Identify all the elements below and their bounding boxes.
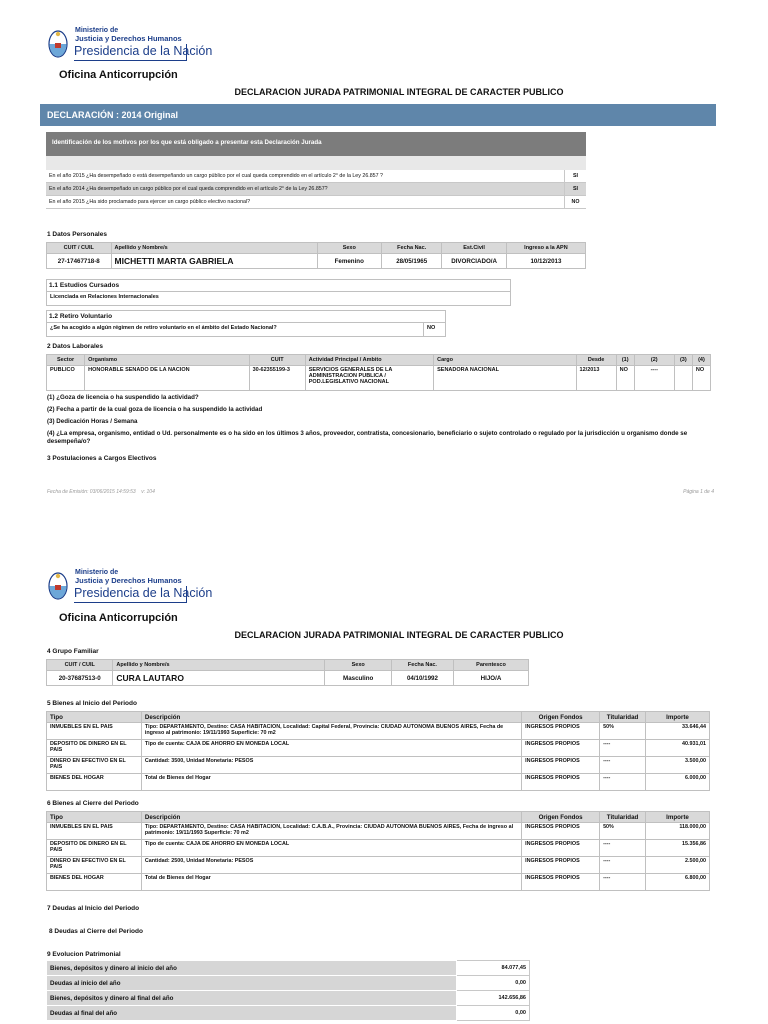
col-titularidad: Titularidad (600, 812, 646, 823)
cuit-value: 27-17467718-8 (47, 254, 112, 269)
titularidad-cell: ---- (600, 840, 646, 857)
col-origen: Origen Fondos (522, 712, 600, 723)
personales-table (46, 242, 586, 269)
motivo-row (46, 170, 586, 183)
tipo-cell: INMUEBLES EN EL PAIS (47, 823, 142, 840)
col-descripcion: Descripción (141, 712, 521, 723)
bienes-inicio-table (46, 711, 710, 791)
retiro-title: 1.2 Retiro Voluntario (47, 311, 445, 323)
table-row (47, 961, 530, 976)
importe-cell: 3.500,00 (646, 757, 710, 774)
col-fecha: Fecha Nac. (382, 243, 442, 254)
note-2: (2) Fecha a partir de la cual goza de licencia o ha suspendido la actividad (47, 406, 263, 413)
titularidad-cell: ---- (600, 757, 646, 774)
evolucion-value: 0,00 (457, 1006, 530, 1021)
col1-value: NO (616, 366, 634, 391)
titularidad-cell: 50% (600, 823, 646, 840)
estudios-value: Licenciada en Relaciones Internacionales (50, 294, 159, 300)
col-importe: Importe (646, 712, 710, 723)
motivo-answer: NO (564, 196, 586, 208)
estudios-title: 1.1 Estudios Cursados (47, 280, 510, 292)
motivo-answer: SI (564, 170, 586, 182)
descripcion-cell: Tipo de cuenta: CAJA DE AHORRO EN MONEDA LOCAL (141, 740, 521, 757)
evolucion-value: 0,00 (457, 976, 530, 991)
ingreso-value: 10/12/2013 (506, 254, 585, 269)
origen-cell: INGRESOS PROPIOS (522, 757, 600, 774)
descripcion-cell: Total de Bienes del Hogar (141, 774, 521, 791)
titularidad-cell: ---- (600, 740, 646, 757)
importe-cell: 15.356,86 (646, 840, 710, 857)
col-cuit: CUIT (249, 355, 305, 366)
origen-cell: INGRESOS PROPIOS (522, 874, 600, 891)
retiro-row (47, 323, 445, 336)
col-titularidad: Titularidad (600, 712, 646, 723)
col-organismo: Organismo (85, 355, 249, 366)
logo-rule-vertical (186, 586, 187, 603)
tipo-cell: DEPOSITO DE DINERO EN EL PAIS (47, 840, 142, 857)
col-3: (3) (674, 355, 692, 366)
origen-cell: INGRESOS PROPIOS (522, 740, 600, 757)
logo-justicia: Justicia y Derechos Humanos (75, 576, 182, 585)
evolucion-label: Bienes, depósitos y dinero al final del año (47, 991, 457, 1006)
office-name: Oficina Anticorrupción (59, 612, 178, 624)
parentesco-value: HIJO/A (454, 671, 529, 686)
estudios-box (46, 279, 511, 306)
motivo-question: En el año 2014 ¿Ha desempeñado un cargo público por el cual queda comprendido en el artículo 2° de la Ley 26.857? (49, 186, 328, 192)
logo-justicia: Justicia y Derechos Humanos (75, 34, 182, 43)
section-title-deudas-cierre: 8 Deudas al Cierre del Periodo (49, 928, 143, 935)
fecha-value: 04/10/1992 (391, 671, 453, 686)
col-2: (2) (634, 355, 674, 366)
tipo-cell: INMUEBLES EN EL PAIS (47, 723, 142, 740)
col-cargo: Cargo (434, 355, 576, 366)
logo-ministerio: Ministerio de (75, 569, 119, 576)
table-row (47, 823, 710, 840)
section-title-postulaciones: 3 Postulaciones a Cargos Electivos (47, 455, 157, 462)
importe-cell: 118.000,00 (646, 823, 710, 840)
col-tipo: Tipo (47, 712, 142, 723)
col-ingreso: Ingreso a la APN (506, 243, 585, 254)
tipo-cell: DINERO EN EFECTIVO EN EL PAIS (47, 757, 142, 774)
laborales-table (46, 354, 711, 391)
evolucion-value: 84.077,45 (457, 961, 530, 976)
logo-rule (74, 60, 186, 61)
titularidad-cell: 50% (600, 723, 646, 740)
importe-cell: 6.000,00 (646, 774, 710, 791)
argentina-shield-icon (48, 571, 68, 601)
tipo-cell: BIENES DEL HOGAR (47, 774, 142, 791)
origen-cell: INGRESOS PROPIOS (522, 840, 600, 857)
familiar-table (46, 659, 529, 686)
footer-pagina: Página 1 de 4 (683, 489, 714, 495)
document-title: DECLARACION JURADA PATRIMONIAL INTEGRAL DE CARACTER PUBLICO (234, 630, 564, 640)
table-row (47, 740, 710, 757)
argentina-shield-icon (48, 29, 68, 59)
retiro-question: ¿Se ha acogido a algún régimen de retiro voluntario en el ámbito del Estado Nacional? (50, 325, 277, 331)
descripcion-cell: Tipo: DEPARTAMENTO, Destino: CASA HABITACION, Localidad: C.A.B.A., Provincia: CIUDAD AUTONOMA BUENOS AIRES, Fecha de ingreso al patrimonio: 19/11/1993 Superficie: 70 m2 (141, 823, 521, 840)
descripcion-cell: Cantidad: 3500, Unidad Monetaria: PESOS (141, 757, 521, 774)
fecha-value: 28/05/1965 (382, 254, 442, 269)
col-cuit: CUIT / CUIL (47, 243, 112, 254)
col-sexo: Sexo (317, 243, 382, 254)
descripcion-cell: Tipo de cuenta: CAJA DE AHORRO EN MONEDA LOCAL (141, 840, 521, 857)
table-row (47, 723, 710, 740)
declaracion-bar: DECLARACIÓN : 2014 Original (40, 104, 716, 126)
evolucion-label: Deudas al inicio del año (47, 976, 457, 991)
origen-cell: INGRESOS PROPIOS (522, 857, 600, 874)
retiro-answer: NO (423, 323, 445, 336)
table-row (47, 840, 710, 857)
sexo-value: Femenino (317, 254, 382, 269)
evolucion-table (46, 960, 530, 1021)
logo-rule (74, 602, 186, 603)
cargo-value: SENADORA NACIONAL (434, 366, 576, 391)
col-sexo: Sexo (325, 660, 391, 671)
note-3: (3) Dedicación Horas / Semana (47, 418, 138, 425)
logo-presidencia: Presidencia de la Nación (74, 586, 213, 600)
col3-value (674, 366, 692, 391)
col-nombre: Apellido y Nombre/s (113, 660, 325, 671)
section-title-laborales: 2 Datos Laborales (47, 343, 103, 350)
descripcion-cell: Cantidad: 2500, Unidad Monetaria: PESOS (141, 857, 521, 874)
col-4: (4) (692, 355, 710, 366)
col-origen: Origen Fondos (522, 812, 600, 823)
col-desde: Desde (576, 355, 616, 366)
importe-cell: 40.931,01 (646, 740, 710, 757)
table-row (47, 1006, 530, 1021)
motivo-answer: SI (564, 183, 586, 195)
col-fecha: Fecha Nac. (391, 660, 453, 671)
col-parentesco: Parentesco (454, 660, 529, 671)
table-row (47, 774, 710, 791)
origen-cell: INGRESOS PROPIOS (522, 723, 600, 740)
table-row (47, 757, 710, 774)
titularidad-cell: ---- (600, 874, 646, 891)
descripcion-cell: Total de Bienes del Hogar (141, 874, 521, 891)
actividad-value: SERVICIOS GENERALES DE LA ADMINISTRACION PUBLICA / POD.LEGISLATIVO NACIONAL (305, 366, 433, 391)
motivos-box (46, 132, 586, 209)
footer-emision: Fecha de Emisión: 03/06/2015 14:59:53 v: 104 (47, 489, 155, 495)
col-actividad: Actividad Principal / Ambito (305, 355, 433, 366)
titularidad-cell: ---- (600, 774, 646, 791)
section-title-deudas-inicio: 7 Deudas al Inicio del Periodo (47, 905, 140, 912)
evolucion-label: Deudas al final del año (47, 1006, 457, 1021)
col-1: (1) (616, 355, 634, 366)
logo (48, 26, 213, 68)
document-title: DECLARACION JURADA PATRIMONIAL INTEGRAL DE CARACTER PUBLICO (234, 87, 564, 97)
col-cuit: CUIT / CUIL (47, 660, 113, 671)
bienes-cierre-table (46, 811, 710, 891)
section-title-familiar: 4 Grupo Familiar (47, 648, 99, 655)
origen-cell: INGRESOS PROPIOS (522, 774, 600, 791)
section-title-personales: 1 Datos Personales (47, 231, 107, 238)
importe-cell: 2.500,00 (646, 857, 710, 874)
sexo-value: Masculino (325, 671, 391, 686)
logo-ministerio: Ministerio de (75, 27, 119, 34)
logo-rule-vertical (186, 44, 187, 61)
table-row (47, 991, 530, 1006)
evolucion-label: Bienes, depósitos y dinero al inicio del año (47, 961, 457, 976)
retiro-box (46, 310, 446, 337)
note-4: (4) ¿La empresa, organismo, entidad o Ud. personalmente es o ha sido en los últimos 3 años, proveedor, contratista, concesionario, beneficiario o sujeto controlado o regulado por la jurisdicción u organismo donde se desempeña/o? (47, 430, 688, 445)
motivo-question: En el año 2015 ¿Ha desempeñado o está desempeñando un cargo público por el cual queda comprendido en el artículo 2° de la Ley 26.857 ? (49, 173, 383, 179)
titularidad-cell: ---- (600, 857, 646, 874)
table-row (47, 857, 710, 874)
motivo-question: En el año 2015 ¿Ha sido proclamado para ejercer un cargo público electivo nacional? (49, 199, 251, 205)
origen-cell: INGRESOS PROPIOS (522, 823, 600, 840)
tipo-cell: DEPOSITO DE DINERO EN EL PAIS (47, 740, 142, 757)
importe-cell: 6.800,00 (646, 874, 710, 891)
descripcion-cell: Tipo: DEPARTAMENTO, Destino: CASA HABITACION, Localidad: Capital Federal, Provincia: CIUDAD AUTONOMA BUENOS AIRES, Fecha de ingreso al patrimonio: 19/11/1993 Superficie: 70 m2 (141, 723, 521, 740)
sector-value: PUBLICO (47, 366, 85, 391)
col4-value: NO (692, 366, 710, 391)
note-1: (1) ¿Goza de licencia o ha suspendido la actividad? (47, 394, 199, 401)
table-row (47, 874, 710, 891)
tipo-cell: DINERO EN EFECTIVO EN EL PAIS (47, 857, 142, 874)
desde-value: 12/2013 (576, 366, 616, 391)
organismo-value: HONORABLE SENADO DE LA NACION (85, 366, 249, 391)
cuit-value: 20-37687513-0 (47, 671, 113, 686)
cuit-value: 30-62355199-3 (249, 366, 305, 391)
col2-value: ---- (634, 366, 674, 391)
nombre-value: CURA LAUTARO (113, 671, 325, 686)
table-row (47, 976, 530, 991)
motivo-row (46, 196, 586, 209)
col-descripcion: Descripción (141, 812, 521, 823)
col-sector: Sector (47, 355, 85, 366)
motivos-header: Identificación de los motivos por los que está obligado a presentar esta Declaración Jurada (46, 132, 586, 156)
logo (48, 568, 213, 610)
importe-cell: 33.646,44 (646, 723, 710, 740)
estcivil-value: DIVORCIADO/A (442, 254, 507, 269)
col-importe: Importe (646, 812, 710, 823)
office-name: Oficina Anticorrupción (59, 69, 178, 81)
section-title-evolucion: 9 Evolucion Patrimonial (47, 951, 121, 958)
nombre-value: MICHETTI MARTA GABRIELA (111, 254, 317, 269)
section-title-bienes-inicio: 5 Bienes al Inicio del Periodo (47, 700, 137, 707)
section-title-bienes-cierre: 6 Bienes al Cierre del Periodo (47, 800, 139, 807)
motivo-row (46, 183, 586, 196)
motivos-spacer (46, 156, 586, 170)
col-tipo: Tipo (47, 812, 142, 823)
evolucion-value: 142.656,86 (457, 991, 530, 1006)
col-estcivil: Est.Civil (442, 243, 507, 254)
tipo-cell: BIENES DEL HOGAR (47, 874, 142, 891)
col-nombre: Apellido y Nombre/s (111, 243, 317, 254)
logo-presidencia: Presidencia de la Nación (74, 44, 213, 58)
